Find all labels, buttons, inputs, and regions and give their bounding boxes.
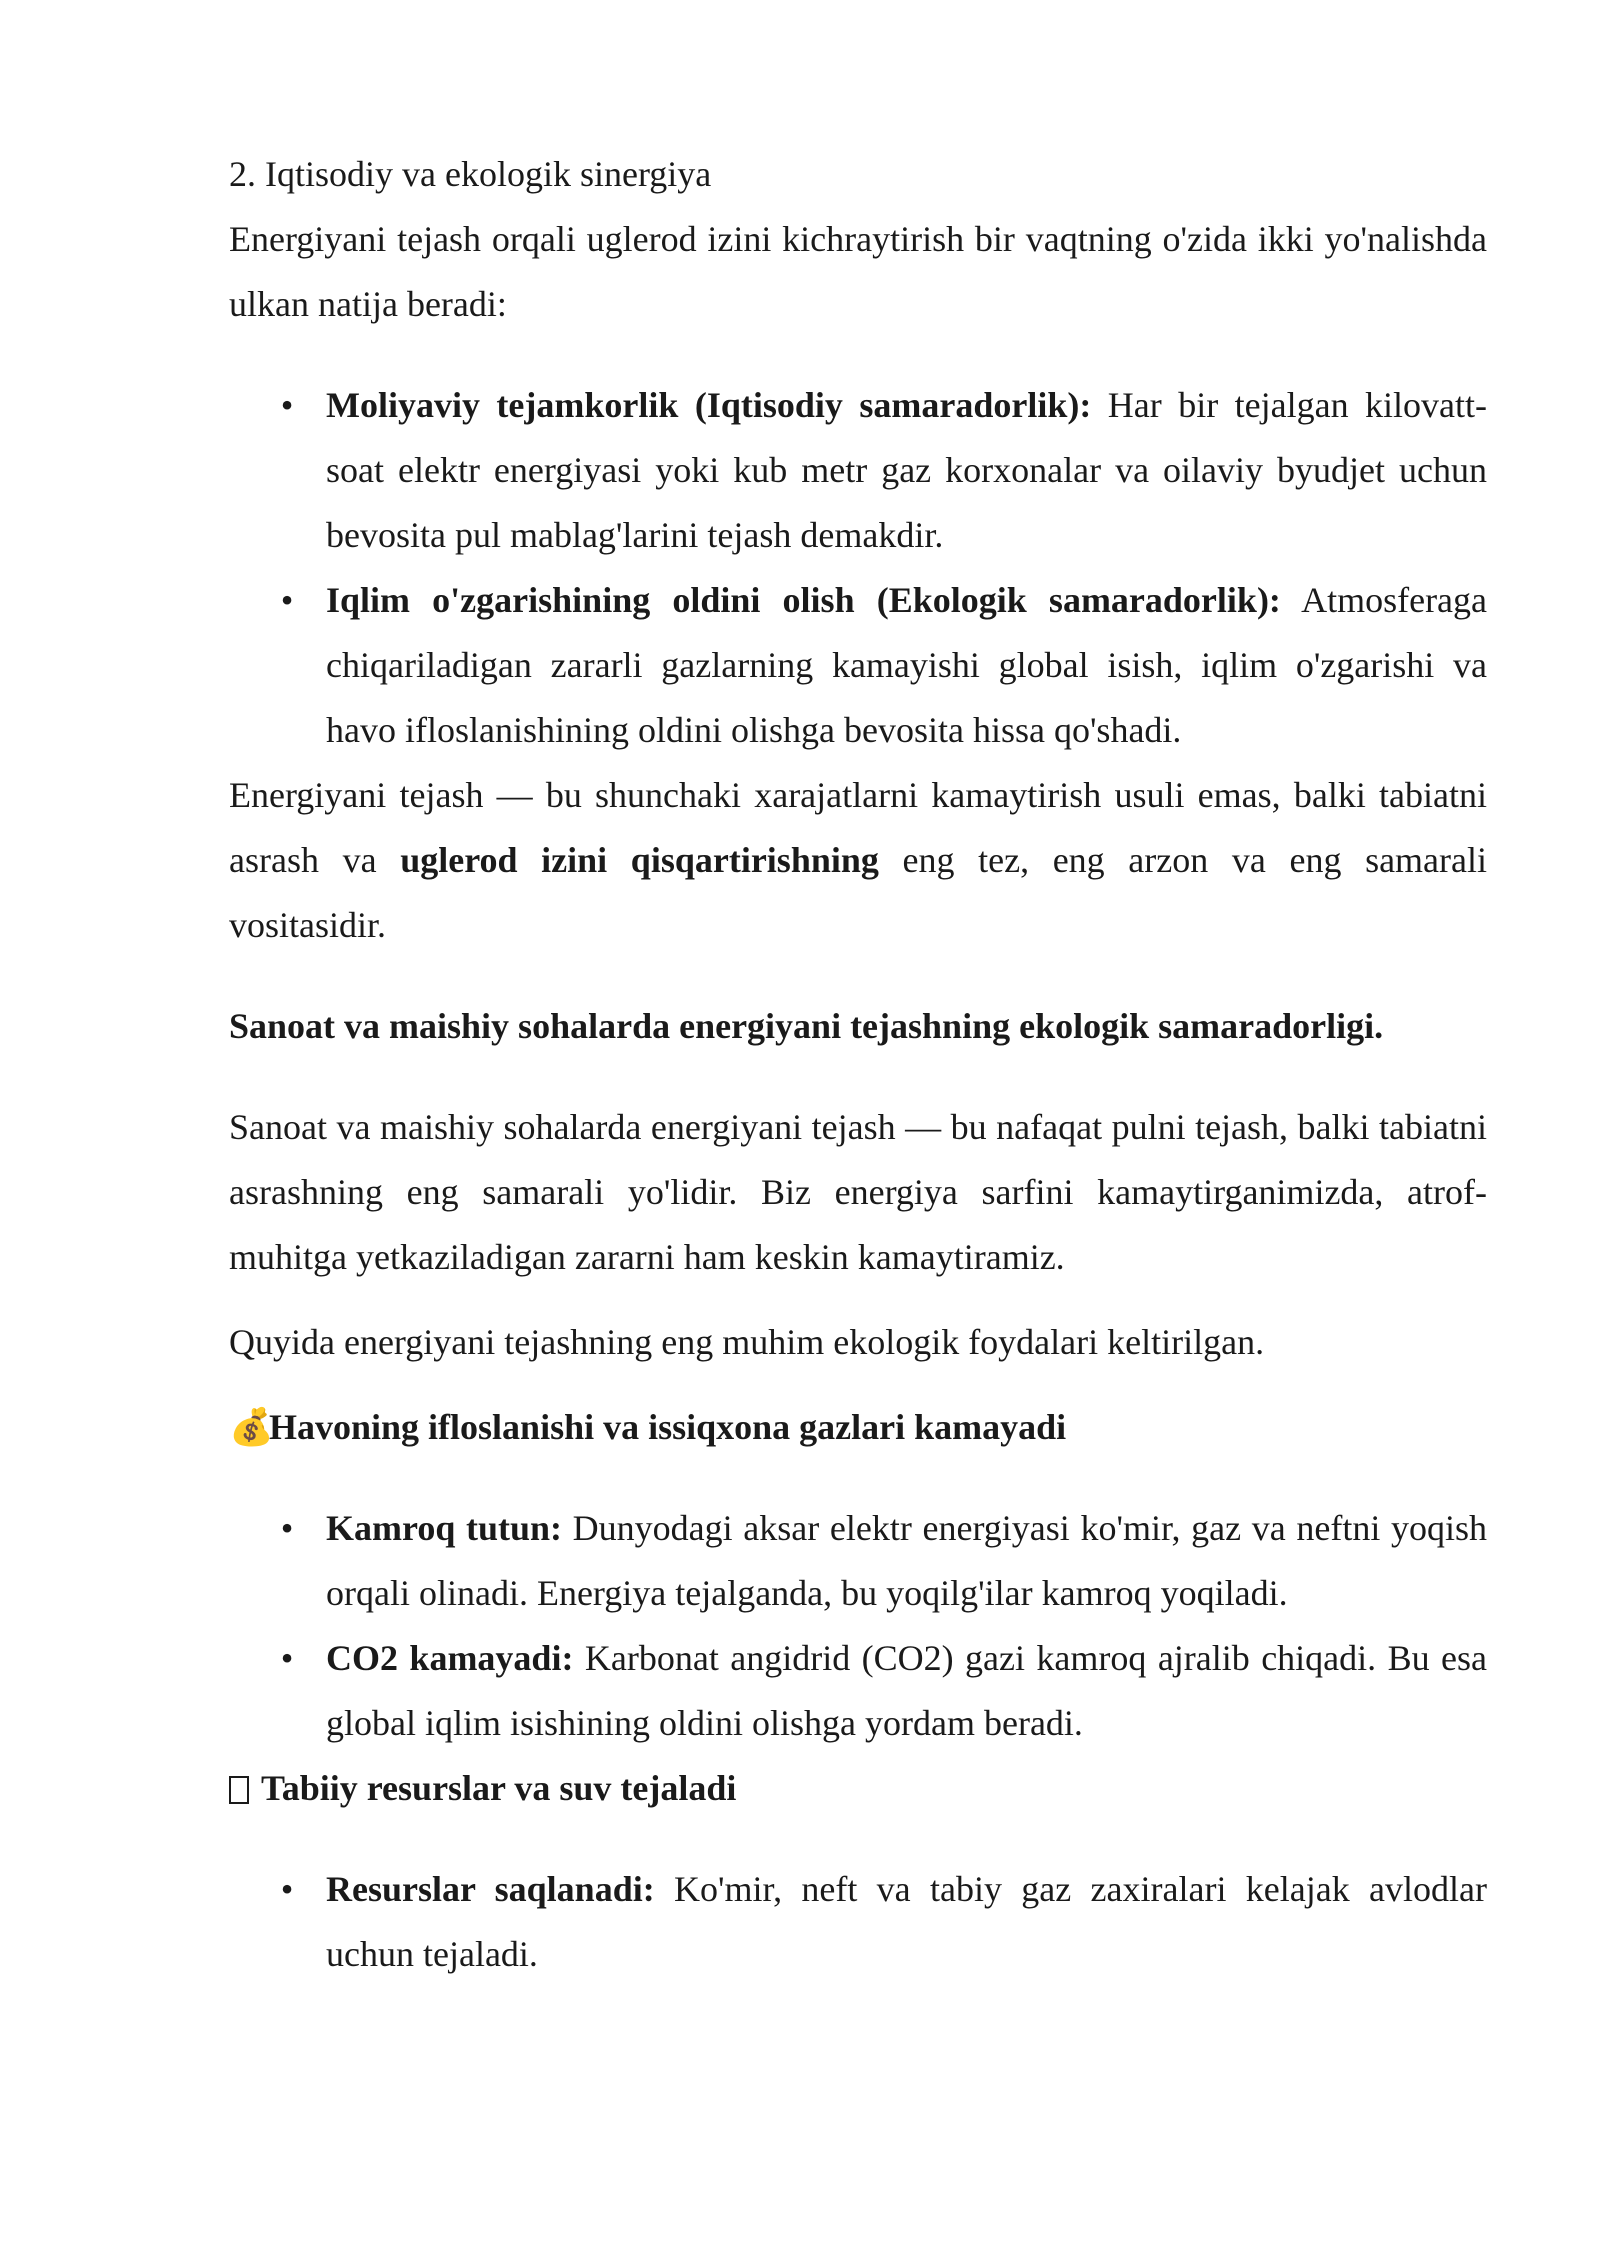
list-item: [229, 1626, 1487, 1756]
synergy-list: [229, 373, 1487, 763]
list-item-term: Resurslar saqlanadi:: [326, 1869, 655, 1909]
money-bag-icon: 💰: [229, 1407, 274, 1447]
list-item-term: Kamroq tutun:: [326, 1508, 563, 1548]
bullet-icon: •: [280, 1638, 294, 1678]
bullet-icon: •: [280, 1508, 294, 1548]
subsection-heading: [229, 1756, 1487, 1821]
body-paragraph: Quyida energiyani tejashning eng muhim ekologik foydalari keltirilgan.: [229, 1322, 1265, 1362]
intro-paragraph: Energiyani tejash orqali uglerod izini kichraytirish bir vaqtning o'zida ikki yo'nalishda ulkan natija beradi:: [229, 219, 1487, 324]
list-item: [229, 1496, 1487, 1626]
missing-glyph-icon: [229, 1776, 249, 1804]
list-item-term: Moliyaviy tejamkorlik (Iqtisodiy samaradorlik):: [326, 385, 1092, 425]
conclusion-paragraph: [229, 763, 1487, 958]
list-item: [229, 568, 1487, 763]
list-item: [229, 373, 1487, 568]
document-body: [229, 142, 1487, 1987]
bullet-icon: •: [280, 580, 294, 620]
conclusion-text-end: eng tez, eng arzon va eng samarali vositasidir.: [229, 840, 1488, 945]
subsection-heading-text: Tabiiy resurslar va suv tejaladi: [261, 1768, 737, 1808]
list-item-text: Karbonat angidrid (CO2) gazi kamroq ajralib chiqadi. Bu esa global iqlim isishining oldini olishga yordam beradi.: [326, 1638, 1487, 1743]
list-item-text: Dunyodagi aksar elektr energiyasi ko'mir, gaz va neftni yoqish orqali olinadi. Energiya tejalganda, bu yoqilg'ilar kamroq yoqiladi.: [326, 1508, 1488, 1613]
list-item-text: Ko'mir, neft va tabiy gaz zaxiralari kelajak avlodlar uchun tejaladi.: [326, 1869, 1487, 1974]
resources-list: [229, 1857, 1487, 1987]
conclusion-emphasis: uglerod izini qisqartirishning: [400, 840, 879, 880]
section-heading: 2. Iqtisodiy va ekologik sinergiya: [229, 154, 712, 194]
bullet-icon: •: [280, 385, 294, 425]
body-paragraph: Sanoat va maishiy sohalarda energiyani tejash — bu nafaqat pulni tejash, balki tabiatni asrashning eng samarali yo'lidir. Biz energiya sarfini kamaytirganimizda, atrof-muhitga yetkaziladigan zararni ham keskin kamaytiramiz.: [229, 1107, 1487, 1277]
subsection-heading-text: Havoning ifloslanishi va issiqxona gazlari kamayadi: [269, 1407, 1067, 1447]
conclusion-text: Energiyani tejash — bu shunchaki xarajatlarni kamaytirish usuli emas, balki tabiatni asrash va: [229, 775, 1487, 880]
pollution-list: [229, 1496, 1487, 1756]
list-item-term: Iqlim o'zgarishining oldini olish (Ekologik samaradorlik):: [326, 580, 1281, 620]
list-item-text: Atmosferaga chiqariladigan zararli gazlarning kamayishi global isish, iqlim o'zgarishi va havo ifloslanishining oldini olishga bevosita hissa qo'shadi.: [326, 580, 1488, 750]
bullet-icon: •: [280, 1869, 294, 1909]
list-item-text: Har bir tejalgan kilovatt-soat elektr energiyasi yoki kub metr gaz korxonalar va oilaviy byudjet uchun bevosita pul mablag'larini tejash demakdir.: [326, 385, 1487, 555]
list-item-term: CO2 kamayadi:: [326, 1638, 574, 1678]
list-item: [229, 1857, 1487, 1987]
section-title: Sanoat va maishiy sohalarda energiyani tejashning ekologik samaradorligi.: [229, 1006, 1384, 1046]
subsection-heading: [229, 1395, 1487, 1460]
